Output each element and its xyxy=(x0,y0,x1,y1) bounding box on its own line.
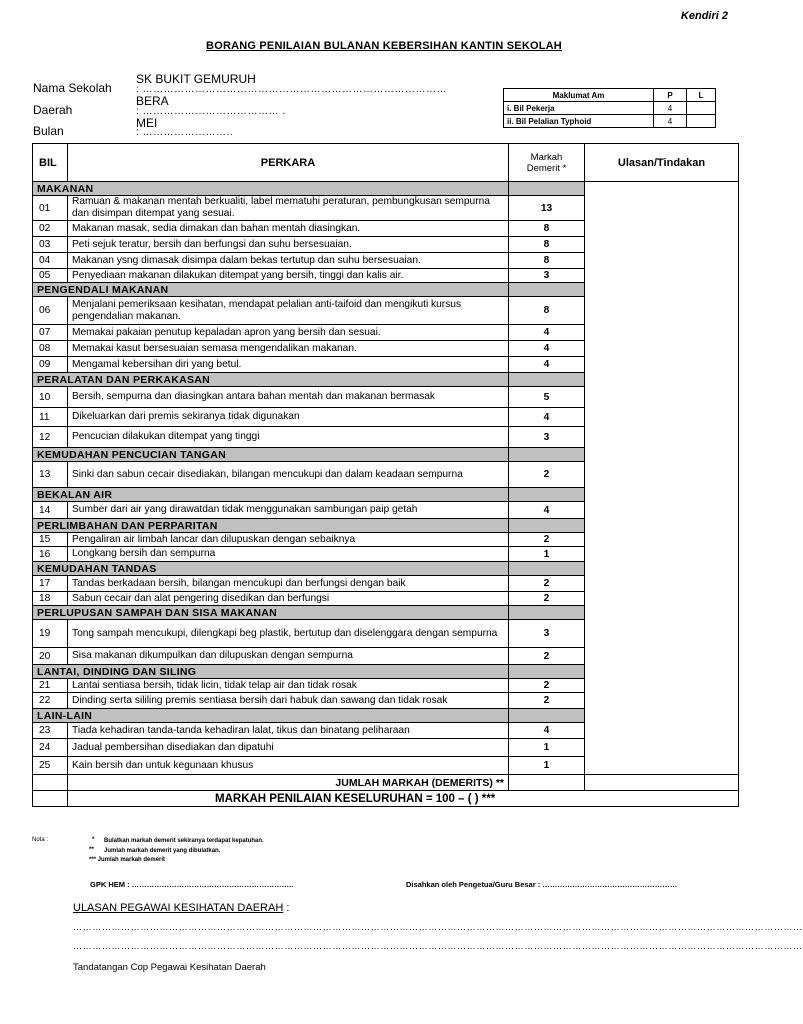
maklumat-row-label: i. Bil Pekerja xyxy=(504,102,654,115)
maklumat-p-header: P xyxy=(654,89,687,102)
header-markah: Markah Demerit * xyxy=(509,144,585,182)
item-markah[interactable]: 8 xyxy=(509,221,585,237)
form-title: BORANG PENILAIAN BULANAN KEBERSIHAN KANTIN SEKOLAH xyxy=(206,40,562,52)
item-markah[interactable]: 2 xyxy=(509,462,585,488)
category-markah-cell xyxy=(509,373,585,387)
category-markah-cell xyxy=(509,488,585,502)
item-bil: 07 xyxy=(33,325,68,341)
item-markah[interactable]: 1 xyxy=(509,547,585,562)
item-markah[interactable]: 4 xyxy=(509,325,585,341)
item-bil: 15 xyxy=(33,533,68,547)
item-markah[interactable]: 4 xyxy=(509,408,585,427)
item-perkara: Sumber dari air yang dirawatdan tidak menggunakan sambungan paip getah xyxy=(68,502,509,519)
item-bil: 17 xyxy=(33,576,68,592)
category-label: LAIN-LAIN xyxy=(33,709,509,723)
item-bil: 23 xyxy=(33,723,68,739)
category-markah-cell xyxy=(509,519,585,533)
item-markah[interactable]: 2 xyxy=(509,648,585,665)
header-ulasan: Ulasan/Tindakan xyxy=(585,144,739,182)
category-markah-cell xyxy=(509,448,585,462)
category-label: KEMUDAHAN PENCUCIAN TANGAN xyxy=(33,448,509,462)
gpk-hem-signature: GPK HEM : ……………………………………………………….. xyxy=(90,880,294,889)
daerah-label: Daerah xyxy=(33,103,73,117)
item-bil: 22 xyxy=(33,693,68,709)
keseluruhan-label: MARKAH PENILAIAN KESELURUHAN = 100 – ( ) *** xyxy=(68,791,739,807)
jumlah-bil-cell xyxy=(33,775,68,791)
category-label: BEKALAN AIR xyxy=(33,488,509,502)
daerah-value: BERA xyxy=(136,94,169,108)
bulan-label: Bulan xyxy=(33,124,64,138)
item-markah[interactable]: 8 xyxy=(509,253,585,269)
nama-sekolah-value: SK BUKIT GEMURUH xyxy=(136,72,256,86)
category-label: PERALATAN DAN PERKAKASAN xyxy=(33,373,509,387)
item-markah[interactable]: 5 xyxy=(509,387,585,408)
ulasan-pegawai-label: ULASAN PEGAWAI KESIHATAN DAERAH xyxy=(73,902,284,914)
item-markah[interactable]: 2 xyxy=(509,592,585,606)
ulasan-pegawai-colon: : xyxy=(283,902,290,914)
item-perkara: Ramuan & makanan mentah berkualiti, label mematuhi peraturan, pembungkusan sempurna dan disimpan ditempat yang sesuai. xyxy=(68,196,509,221)
nama-sekolah-dots: : …………………………………………………………………………… xyxy=(136,84,448,95)
category-row xyxy=(33,182,739,196)
item-bil: 06 xyxy=(33,297,68,325)
item-bil: 09 xyxy=(33,357,68,373)
item-markah[interactable]: 4 xyxy=(509,723,585,739)
ulasan-cell[interactable] xyxy=(585,182,739,775)
item-markah[interactable]: 3 xyxy=(509,269,585,283)
item-bil: 18 xyxy=(33,592,68,606)
note-2-mark: ** xyxy=(89,846,95,853)
daerah-dots: : ………………………………… . xyxy=(136,106,286,117)
item-perkara: Bersih, sempurna dan diasingkan antara bahan mentah dan makanan bermasak xyxy=(68,387,509,408)
item-markah[interactable]: 13 xyxy=(509,196,585,221)
item-bil: 01 xyxy=(33,196,68,221)
item-perkara: Makanan ysng dimasak disimpa dalam bekas tertutup dan suhu bersesuaian. xyxy=(68,253,509,269)
item-bil: 05 xyxy=(33,269,68,283)
item-perkara: Pencucian dilakukan ditempat yang tinggi xyxy=(68,427,509,448)
item-markah[interactable]: 4 xyxy=(509,341,585,357)
item-bil: 14 xyxy=(33,502,68,519)
item-markah[interactable]: 1 xyxy=(509,739,585,757)
item-markah[interactable]: 8 xyxy=(509,297,585,325)
item-perkara: Sabun cecair dan alat pengering disedikan dan berfungsi xyxy=(68,592,509,606)
item-markah[interactable]: 1 xyxy=(509,757,585,775)
maklumat-am-table xyxy=(503,88,716,128)
item-bil: 25 xyxy=(33,757,68,775)
item-perkara: Pengaliran air limbah lancar dan dilupuskan dengan sebaiknya xyxy=(68,533,509,547)
item-bil: 03 xyxy=(33,237,68,253)
maklumat-row-p: 4 xyxy=(654,102,687,115)
item-perkara: Penyediaan makanan dilakukan ditempat yang bersih, tinggi dan kalis air. xyxy=(68,269,509,283)
kendiri-label: Kendiri 2 xyxy=(680,10,728,22)
note-1: Bulatkan markah demerit sekiranya terdapat kepatuhan. xyxy=(104,838,264,844)
item-perkara: Longkang bersih dan sempurna xyxy=(68,547,509,562)
tandatangan-label: Tandatangan Cop Pegawai Kesihatan Daerah xyxy=(73,962,266,973)
category-markah-cell xyxy=(509,709,585,723)
item-markah[interactable]: 8 xyxy=(509,237,585,253)
item-bil: 08 xyxy=(33,341,68,357)
jumlah-ulasan-cell xyxy=(585,775,739,791)
keseluruhan-row xyxy=(33,791,739,807)
item-markah[interactable]: 2 xyxy=(509,576,585,592)
bulan-dots: : …………………….. xyxy=(136,127,234,138)
header-perkara: PERKARA xyxy=(68,144,509,182)
ulasan-line-2: ………………………………………………………………………………………………………………………………………………………………………………………………………… xyxy=(73,941,803,951)
item-perkara: Peti sejuk teratur, bersih dan berfungsi dan suhu bersesuaian. xyxy=(68,237,509,253)
category-label: PERLIMBAHAN DAN PERPARITAN xyxy=(33,519,509,533)
item-markah[interactable]: 3 xyxy=(509,427,585,448)
nama-sekolah-label: Nama Sekolah xyxy=(33,81,112,95)
category-label: PERLUPUSAN SAMPAH DAN SISA MAKANAN xyxy=(33,606,509,620)
header-bil: BIL xyxy=(33,144,68,182)
maklumat-row-l xyxy=(687,115,716,128)
nota-label: Nota : xyxy=(32,837,49,843)
note-3: *** Jumlah markah demerit xyxy=(89,857,166,863)
category-markah-cell xyxy=(509,283,585,297)
bulan-value: MEI xyxy=(136,116,158,130)
category-label: PENGENDALI MAKANAN xyxy=(33,283,509,297)
item-bil: 19 xyxy=(33,620,68,648)
item-perkara: Lantai sentiasa bersih, tidak licin, tidak telap air dan tidak rosak xyxy=(68,679,509,693)
item-bil: 13 xyxy=(33,462,68,488)
category-label: MAKANAN xyxy=(33,182,509,196)
jumlah-markah-value[interactable] xyxy=(509,775,585,791)
ulasan-pegawai-heading xyxy=(73,902,289,914)
jumlah-markah-label: JUMLAH MARKAH (DEMERITS) ** xyxy=(68,775,509,791)
item-bil: 04 xyxy=(33,253,68,269)
category-label: LANTAI, DINDING DAN SILING xyxy=(33,665,509,679)
item-perkara: Jadual pembersihan disediakan dan dipatuhi xyxy=(68,739,509,757)
item-bil: 02 xyxy=(33,221,68,237)
item-perkara: Makanan masak, sedia dimakan dan bahan mentah diasingkan. xyxy=(68,221,509,237)
item-perkara: Kain bersih dan untuk kegunaan khusus xyxy=(68,757,509,775)
item-perkara: Memakai kasut bersesuaian semasa mengendalikan makanan. xyxy=(68,341,509,357)
item-markah[interactable]: 4 xyxy=(509,502,585,519)
note-2: Jumlah markah demerit yang dibulatkan. xyxy=(104,848,221,854)
maklumat-l-header: L xyxy=(687,89,716,102)
item-markah[interactable]: 2 xyxy=(509,679,585,693)
keseluruhan-bil-cell xyxy=(33,791,68,807)
item-bil: 11 xyxy=(33,408,68,427)
item-bil: 20 xyxy=(33,648,68,665)
item-markah[interactable]: 3 xyxy=(509,620,585,648)
item-bil: 21 xyxy=(33,679,68,693)
category-markah-cell xyxy=(509,182,585,196)
item-perkara: Mengamal kebersihan diri yang betul. xyxy=(68,357,509,373)
item-markah[interactable]: 4 xyxy=(509,357,585,373)
disahkan-signature: Disahkan oleh Pengetua/Guru Besar : ……………………………………………… xyxy=(406,880,678,889)
item-bil: 24 xyxy=(33,739,68,757)
maklumat-row-l xyxy=(687,102,716,115)
item-markah[interactable]: 2 xyxy=(509,533,585,547)
item-bil: 16 xyxy=(33,547,68,562)
category-markah-cell xyxy=(509,665,585,679)
item-perkara: Memakai pakaian penutup kepaladan apron yang bersih dan sesuai. xyxy=(68,325,509,341)
item-perkara: Tandas berkadaan bersih, bilangan mencukupi dan berfungsi dengan baik xyxy=(68,576,509,592)
category-label: KEMUDAHAN TANDAS xyxy=(33,562,509,576)
jumlah-row xyxy=(33,775,739,791)
item-markah[interactable]: 2 xyxy=(509,693,585,709)
category-markah-cell xyxy=(509,606,585,620)
item-bil: 12 xyxy=(33,427,68,448)
maklumat-row-label: ii. Bil Pelalian Typhoid xyxy=(504,115,654,128)
item-perkara: Tiada kehadiran tanda-tanda kehadiran lalat, tikus dan binatang peliharaan xyxy=(68,723,509,739)
item-bil: 10 xyxy=(33,387,68,408)
penilaian-table xyxy=(32,143,739,807)
item-perkara: Sisa makanan dikumpulkan dan dilupuskan dengan sempurna xyxy=(68,648,509,665)
item-perkara: Dinding serta sililing premis sentiasa bersih dari habuk dan sawang dan tidak rosak xyxy=(68,693,509,709)
ulasan-line-1: ………………………………………………………………………………………………………………………………………………………………………………………………………… xyxy=(73,922,803,932)
note-1-mark: * xyxy=(92,836,95,843)
item-perkara: Sinki dan sabun cecair disediakan, bilangan mencukupi dan dalam keadaan sempurna xyxy=(68,462,509,488)
maklumat-am-header: Maklumat Am xyxy=(504,89,654,102)
item-perkara: Dikeluarkan dari premis sekiranya tidak digunakan xyxy=(68,408,509,427)
item-perkara: Tong sampah mencukupi, dilengkapi beg plastik, bertutup dan diselenggara dengan sempurna xyxy=(68,620,509,648)
category-markah-cell xyxy=(509,562,585,576)
item-perkara: Menjalani pemeriksaan kesihatan, mendapat pelalian anti-taifoid dan mengikuti kursus pengendalian makanan. xyxy=(68,297,509,325)
maklumat-row-p: 4 xyxy=(654,115,687,128)
